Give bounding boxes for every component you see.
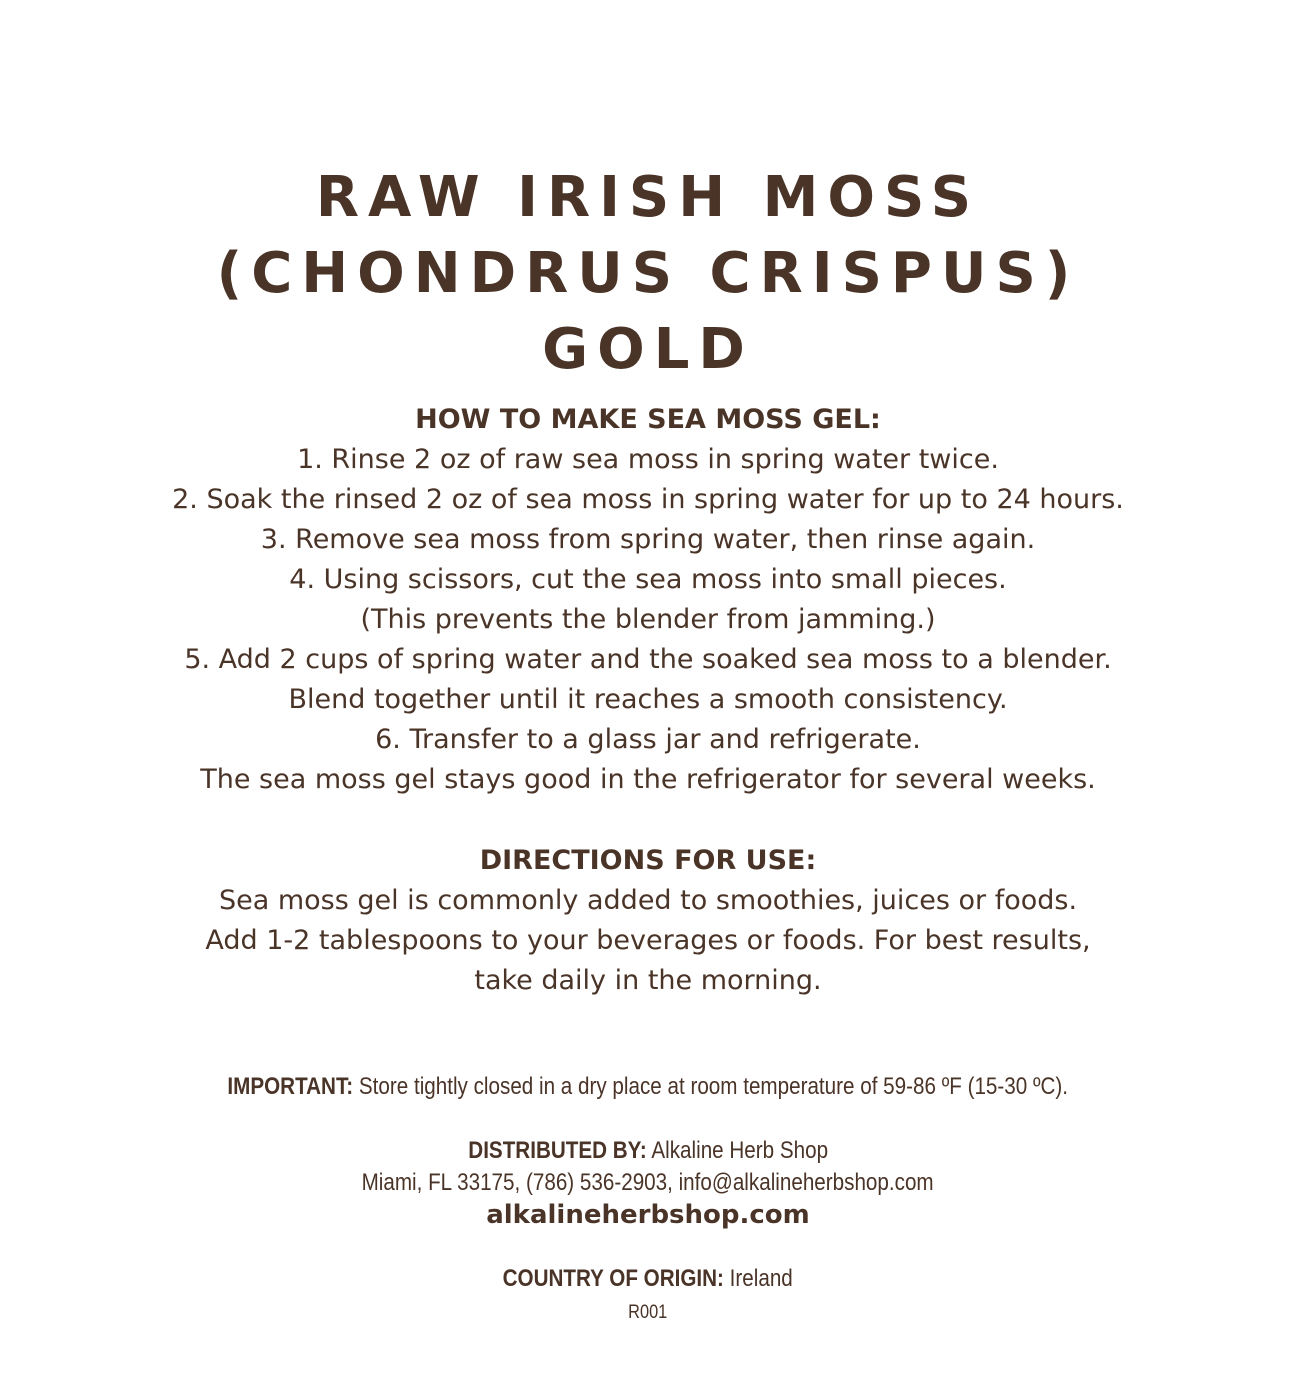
origin-label: COUNTRY OF ORIGIN:: [502, 1265, 725, 1292]
country-of-origin-text: [503, 1263, 793, 1295]
how-to-line: Blend together until it reaches a smooth consistency.: [288, 684, 1008, 715]
how-to-line: 5. Add 2 cups of spring water and the soaked sea moss to a blender.: [184, 644, 1112, 675]
how-to-line: 2. Soak the rinsed 2 oz of sea moss in spring water for up to 24 hours.: [172, 484, 1124, 515]
title-line-2: (CHONDRUS CRISPUS): [216, 241, 1080, 306]
how-to-line: 3. Remove sea moss from spring water, then rinse again.: [260, 524, 1036, 555]
how-to-line: 6. Transfer to a glass jar and refrigerate.: [375, 724, 921, 755]
how-to-section: [0, 400, 1296, 800]
how-to-heading: HOW TO MAKE SEA MOSS GEL:: [415, 404, 881, 435]
how-to-line: 1. Rinse 2 oz of raw sea moss in spring water twice.: [297, 444, 999, 475]
origin-value: Ireland: [724, 1265, 794, 1292]
title-line-3: GOLD: [542, 317, 754, 382]
product-title: [0, 160, 1296, 388]
distributor-line: [0, 1135, 1296, 1167]
distributor-label: DISTRIBUTED BY:: [468, 1137, 647, 1164]
directions-heading: DIRECTIONS FOR USE:: [479, 845, 817, 876]
important-text: Store tightly closed in a dry place at room temperature of 59-86 ºF (15-30 ºC).: [353, 1073, 1069, 1100]
distributor-name: Alkaline Herb Shop: [646, 1137, 828, 1164]
how-to-line: (This prevents the blender from jamming.): [360, 604, 936, 635]
how-to-line: The sea moss gel stays good in the refrigerator for several weeks.: [200, 764, 1096, 795]
title-line-1: RAW IRISH MOSS: [315, 165, 981, 230]
distributor-address-text: Miami, FL 33175, (786) 536-2903, info@alkalineherbshop.com: [361, 1169, 935, 1196]
website-url: alkalineherbshop.com: [486, 1200, 810, 1230]
how-to-line: 4. Using scissors, cut the sea moss into small pieces.: [289, 564, 1007, 595]
distributor-text: [468, 1135, 828, 1167]
important-note: [0, 1071, 1296, 1103]
directions-line: Add 1-2 tablespoons to your beverages or foods. For best results,: [205, 925, 1091, 956]
directions-line: take daily in the morning.: [474, 965, 822, 996]
country-of-origin: [0, 1263, 1296, 1295]
directions-section: [0, 841, 1296, 1001]
directions-line: Sea moss gel is commonly added to smoothies, juices or foods.: [218, 885, 1078, 916]
important-note-text: [228, 1071, 1069, 1103]
distributor-address: [0, 1167, 1296, 1199]
important-label: IMPORTANT:: [227, 1073, 354, 1100]
product-code: [0, 1300, 1296, 1326]
product-code-text: R001: [628, 1302, 668, 1323]
